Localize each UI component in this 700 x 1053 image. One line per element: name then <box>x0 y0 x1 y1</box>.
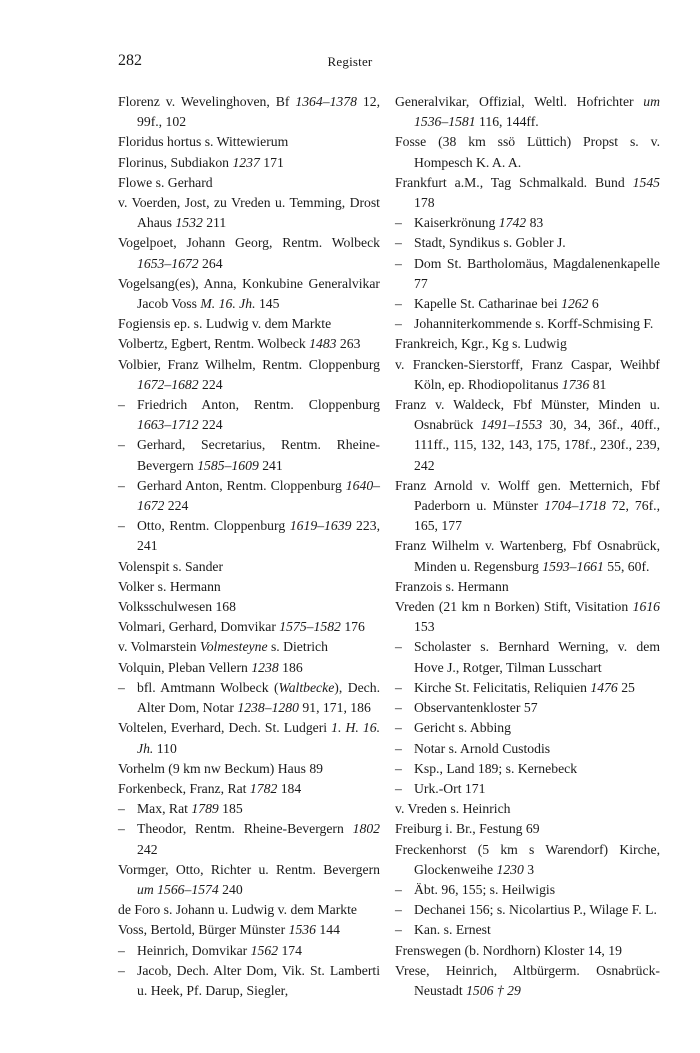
entry-date: 1491–1553 <box>480 417 543 433</box>
index-entry <box>118 718 380 758</box>
index-entry <box>118 819 380 859</box>
entry-dash: – <box>118 962 125 978</box>
entry-text: 242 <box>137 841 158 857</box>
index-entry <box>395 840 660 880</box>
entry-text: Johanniterkommende s. Korff-Schmising F. <box>414 316 654 332</box>
index-entry <box>395 395 660 476</box>
entry-text: Voltelen, Everhard, Dech. St. Ludgeri <box>118 720 332 736</box>
entry-text: 223, 241 <box>137 518 380 554</box>
index-entry <box>118 617 380 637</box>
index-entry <box>118 860 380 900</box>
index-entry <box>118 193 380 233</box>
entry-dash: – <box>395 720 402 736</box>
index-entry <box>118 941 380 961</box>
entry-text: Notar s. Arnold Custodis <box>414 740 551 756</box>
index-entry <box>118 274 380 314</box>
entry-text: Volmari, Gerhard, Domvikar <box>118 619 280 635</box>
entry-date: 1476 <box>590 679 618 695</box>
index-entry <box>395 355 660 395</box>
entry-text: Volker s. Hermann <box>118 578 221 594</box>
entry-text: 184 <box>277 780 302 796</box>
entry-text: Vorhelm (9 km nw Beckum) Haus 89 <box>118 760 324 776</box>
entry-date: 1789 <box>191 801 219 817</box>
entry-text: Gerhard Anton, Rentm. Cloppenburg <box>137 477 346 493</box>
entry-text: Dom St. Bartholomäus, Magdalenenkapelle 77 <box>414 255 660 291</box>
entry-date: 1640–1672 <box>137 477 380 514</box>
entry-text: Scholaster s. Bernhard Werning, v. dem Hove J., Rotger, Tilman Lusschart <box>414 639 660 675</box>
entry-text: Kirche St. Felicitatis, Reliquien <box>414 679 591 695</box>
entry-text: Vogelsang(es), Anna, Konkubine Generalvikar Jacob Voss <box>118 275 380 312</box>
entry-text: s. Dietrich <box>267 639 328 655</box>
entry-text: 25 <box>617 679 635 695</box>
index-entry <box>395 759 660 779</box>
entry-dash: – <box>118 518 125 534</box>
entry-text: Volbier, Franz Wilhelm, Rentm. Cloppenburg <box>118 356 380 372</box>
entry-text: Frankreich, Kgr., Kg s. Ludwig <box>395 336 567 352</box>
entry-text: 174 <box>278 942 302 958</box>
index-entry <box>395 739 660 759</box>
entry-date: 1619–1639 <box>289 518 352 534</box>
entry-dash: – <box>395 922 402 938</box>
entry-text: Jacob, Dech. Alter Dom, Vik. St. Lamberti u. Heek, Pf. Darup, Siegler, <box>137 962 380 998</box>
index-entry <box>118 900 380 920</box>
entry-text: Fogiensis ep. s. Ludwig v. dem Markte <box>118 316 332 332</box>
index-entry <box>395 577 660 597</box>
entry-date: 1575–1582 <box>279 619 341 635</box>
index-entry <box>118 678 380 718</box>
entry-date: 1364–1378 <box>295 94 357 109</box>
entry-date: 1545 <box>632 174 660 190</box>
entry-text: 110 <box>153 740 177 756</box>
entry-text: Freckenhorst (5 km s Warendorf) Kirche, Glockenweihe <box>395 841 660 877</box>
entry-text: 224 <box>198 417 223 433</box>
entry-text: 72, 76f., 165, 177 <box>414 498 661 534</box>
index-entry <box>118 173 380 193</box>
entry-date: 1802 <box>352 821 380 837</box>
entry-text: Kapelle St. Catharinae bei <box>414 296 562 312</box>
entry-date: 1736 <box>561 376 590 392</box>
entry-text: v. Francken-Sierstorff, Franz Caspar, Weihbf Köln, ep. Rhodiopolitanus <box>395 356 660 392</box>
entry-date: Volmesteyne <box>199 639 268 655</box>
entry-date: 1483 <box>309 336 337 352</box>
entry-date: 1262 <box>561 296 589 312</box>
entry-text: 3 <box>523 861 535 877</box>
entry-text: Vreden (21 km n Borken) Stift, Visitation <box>395 599 633 615</box>
index-entry <box>395 597 660 637</box>
index-entry <box>118 637 380 657</box>
entry-text: Fosse (38 km ssö Lüttich) Propst s. v. Hompesch K. A. A. <box>395 134 660 170</box>
index-entry <box>395 961 660 1001</box>
index-entry <box>118 799 380 819</box>
entry-date: Waltbecke <box>278 679 335 695</box>
index-entry <box>118 779 380 799</box>
entry-date: 1237 <box>232 154 260 170</box>
entry-date: M. 16. Jh. <box>200 296 256 312</box>
entry-text: 176 <box>340 619 365 635</box>
index-entry <box>118 395 380 435</box>
index-entry <box>118 355 380 395</box>
entry-text: Freiburg i. Br., Festung 69 <box>395 821 540 837</box>
entry-text: 264 <box>198 255 223 271</box>
entry-dash: – <box>118 477 125 493</box>
index-entry <box>118 435 380 475</box>
entry-dash: – <box>118 437 125 453</box>
entry-dash: – <box>118 821 125 837</box>
entry-date: 1653–1672 <box>137 255 199 271</box>
entry-date: 1616 <box>632 599 660 615</box>
index-entry <box>118 334 380 354</box>
entry-text: Volenspit s. Sander <box>118 558 224 574</box>
entry-date: 1704–1718 <box>544 498 606 514</box>
entry-text: Florenz v. Wevelinghoven, Bf <box>118 94 296 109</box>
entry-dash: – <box>395 902 402 918</box>
index-entry <box>118 597 380 617</box>
entry-dash: – <box>395 760 402 776</box>
entry-text: Franzois s. Hermann <box>395 578 509 594</box>
entry-text: 224 <box>164 498 189 514</box>
index-entry <box>118 516 380 556</box>
entry-dash: – <box>118 801 125 817</box>
entry-text: Kaiserkrönung <box>414 215 499 231</box>
entry-date: 1. H. 16. Jh. <box>137 720 380 756</box>
entry-dash: – <box>395 740 402 756</box>
entry-text: Gericht s. Abbing <box>414 720 511 736</box>
entry-dash: – <box>395 255 402 271</box>
index-column-left <box>118 92 380 1001</box>
entry-text: 224 <box>198 376 223 392</box>
entry-text: Forkenbeck, Franz, Rat <box>118 780 250 796</box>
entry-text: Voss, Bertold, Bürger Münster <box>118 922 289 938</box>
index-entry <box>118 658 380 678</box>
index-entry <box>395 314 660 334</box>
entry-date: 1562 <box>250 942 279 958</box>
index-entry <box>395 799 660 819</box>
index-entry <box>118 961 380 1001</box>
entry-text: Floridus hortus s. Wittewierum <box>118 134 289 150</box>
entry-text: Franz v. Waldeck, Fbf Münster, Minden u. Osnabrück <box>395 397 660 433</box>
index-entry <box>118 476 380 516</box>
entry-text: 116, 144ff. <box>475 114 539 130</box>
entry-text: Kan. s. Ernest <box>414 922 491 938</box>
index-entry <box>395 698 660 718</box>
entry-text: Heinrich, Domvikar <box>137 942 251 958</box>
entry-dash: – <box>395 296 402 312</box>
entry-text: Vrese, Heinrich, Altbürgerm. Osnabrück-Neustadt <box>395 962 660 998</box>
index-entry <box>395 920 660 940</box>
entry-text: Observantenkloster 57 <box>414 700 538 716</box>
entry-date: 1742 <box>498 215 527 231</box>
entry-text: Vormger, Otto, Richter u. Rentm. Bevergern <box>118 861 380 877</box>
entry-text: 263 <box>336 336 361 352</box>
index-entry <box>395 233 660 253</box>
entry-text: 211 <box>202 215 227 231</box>
entry-text: 145 <box>255 296 280 312</box>
index-entry <box>118 233 380 273</box>
index-entry <box>395 213 660 233</box>
entry-date: 1506 † 29 <box>466 982 521 998</box>
entry-date: 1532 <box>175 215 203 231</box>
entry-text: bfl. Amtmann Wolbeck ( <box>137 679 279 695</box>
index-entry <box>395 779 660 799</box>
entry-date: 1782 <box>249 780 278 796</box>
entry-date: 1585–1609 <box>197 457 259 473</box>
entry-text: 241 <box>258 457 283 473</box>
index-entry <box>395 678 660 698</box>
entry-text: 83 <box>526 215 544 231</box>
entry-text: Friedrich Anton, Rentm. Cloppenburg <box>137 397 380 413</box>
entry-date: 1663–1712 <box>137 417 199 433</box>
index-entry <box>118 759 380 779</box>
entry-text: 6 <box>588 296 599 312</box>
index-entry <box>118 153 380 173</box>
index-entry <box>395 92 660 132</box>
entry-text: Volquin, Pleban Vellern <box>118 659 252 675</box>
entry-text: 178 <box>414 195 435 211</box>
entry-dash: – <box>118 397 125 413</box>
entry-text: Gerhard, Secretarius, Rentm. Rheine-Bevergern <box>137 437 380 473</box>
entry-text: Otto, Rentm. Cloppenburg <box>137 518 290 534</box>
entry-text: 91, 171, 186 <box>298 700 371 716</box>
entry-text: Äbt. 96, 155; s. Heilwigis <box>414 881 556 897</box>
entry-text: v. Vreden s. Heinrich <box>395 801 511 817</box>
index-entry <box>118 92 380 132</box>
index-column-right <box>395 92 660 1001</box>
index-entry <box>395 173 660 213</box>
entry-text: Dechanei 156; s. Nicolartius P., Wilage F. L. <box>414 902 657 918</box>
page-header <box>0 50 700 74</box>
entry-text: Generalvikar, Offizial, Weltl. Hofrichter <box>395 94 644 109</box>
entry-date: um 1566–1574 <box>137 881 219 897</box>
index-entry <box>118 557 380 577</box>
entry-text: v. Volmarstein <box>118 639 200 655</box>
entry-dash: – <box>395 639 402 655</box>
index-entry <box>395 880 660 900</box>
entry-text: Theodor, Rentm. Rheine-Bevergern <box>137 821 353 837</box>
index-entry <box>395 334 660 354</box>
entry-date: 1230 <box>496 861 524 877</box>
index-entry <box>395 476 660 537</box>
index-entry <box>395 132 660 172</box>
entry-text: 81 <box>589 376 607 392</box>
entry-date: 1238–1280 <box>237 700 299 716</box>
index-entry <box>395 900 660 920</box>
entry-text: 185 <box>218 801 243 817</box>
entry-text: Ksp., Land 189; s. Kernebeck <box>414 760 578 776</box>
entry-dash: – <box>395 679 402 695</box>
entry-date: 1672–1682 <box>137 376 199 392</box>
entry-dash: – <box>395 215 402 231</box>
entry-dash: – <box>395 780 402 796</box>
entry-dash: – <box>118 679 125 695</box>
entry-text: Volksschulwesen 168 <box>118 599 236 615</box>
entry-dash: – <box>395 235 402 251</box>
entry-text: 12, 99f., 102 <box>137 94 380 130</box>
entry-date: 1536 <box>288 922 316 938</box>
entry-dash: – <box>395 316 402 332</box>
entry-text: Frankfurt a.M., Tag Schmalkald. Bund <box>395 174 633 190</box>
entry-text: Vogelpoet, Johann Georg, Rentm. Wolbeck <box>118 235 380 251</box>
entry-text: 240 <box>218 881 243 897</box>
index-entry <box>395 941 660 961</box>
entry-text: Franz Wilhelm v. Wartenberg, Fbf Osnabrück, Minden u. Regensburg <box>395 538 660 574</box>
entry-date: 1238 <box>251 659 279 675</box>
entry-text: Stadt, Syndikus s. Gobler J. <box>414 235 566 251</box>
index-entry <box>395 819 660 839</box>
index-entry <box>395 637 660 677</box>
entry-text: Max, Rat <box>137 801 192 817</box>
entry-text: 144 <box>315 922 340 938</box>
entry-text: 153 <box>414 619 435 635</box>
entry-dash: – <box>395 700 402 716</box>
index-entry <box>118 577 380 597</box>
entry-text: Florinus, Subdiakon <box>118 154 233 170</box>
page-number: 282 <box>118 52 142 69</box>
index-entry <box>395 536 660 576</box>
index-entry <box>395 718 660 738</box>
index-entry <box>118 920 380 940</box>
entry-date: 1593–1661 <box>542 558 604 574</box>
entry-text: Urk.-Ort 171 <box>414 780 486 796</box>
index-entry <box>118 132 380 152</box>
entry-text: 55, 60f. <box>603 558 650 574</box>
entry-text: Flowe s. Gerhard <box>118 174 213 190</box>
entry-text: Volbertz, Egbert, Rentm. Wolbeck <box>118 336 310 352</box>
entry-date: um 1536–1581 <box>414 94 660 130</box>
running-title: Register <box>327 54 373 69</box>
entry-dash: – <box>395 881 402 897</box>
entry-text: 171 <box>259 154 284 170</box>
entry-text: Franz Arnold v. Wolff gen. Metternich, Fbf Paderborn u. Münster <box>395 477 660 514</box>
entry-text: 30, 34, 36f., 40ff., 111ff., 115, 132, 143, 175, 178f., 230f., 239, 242 <box>414 417 660 473</box>
entry-text: 186 <box>278 659 303 675</box>
index-entry <box>395 294 660 314</box>
entry-text: Frenswegen (b. Nordhorn) Kloster 14, 19 <box>395 942 622 958</box>
index-entry <box>395 254 660 294</box>
entry-text: de Foro s. Johann u. Ludwig v. dem Markte <box>118 902 357 918</box>
entry-dash: – <box>118 942 125 958</box>
entry-text: ), Dech. Alter Dom, Notar <box>137 679 381 716</box>
entry-text: v. Voerden, Jost, zu Vreden u. Temming, Drost Ahaus <box>118 195 380 231</box>
index-entry <box>118 314 380 334</box>
